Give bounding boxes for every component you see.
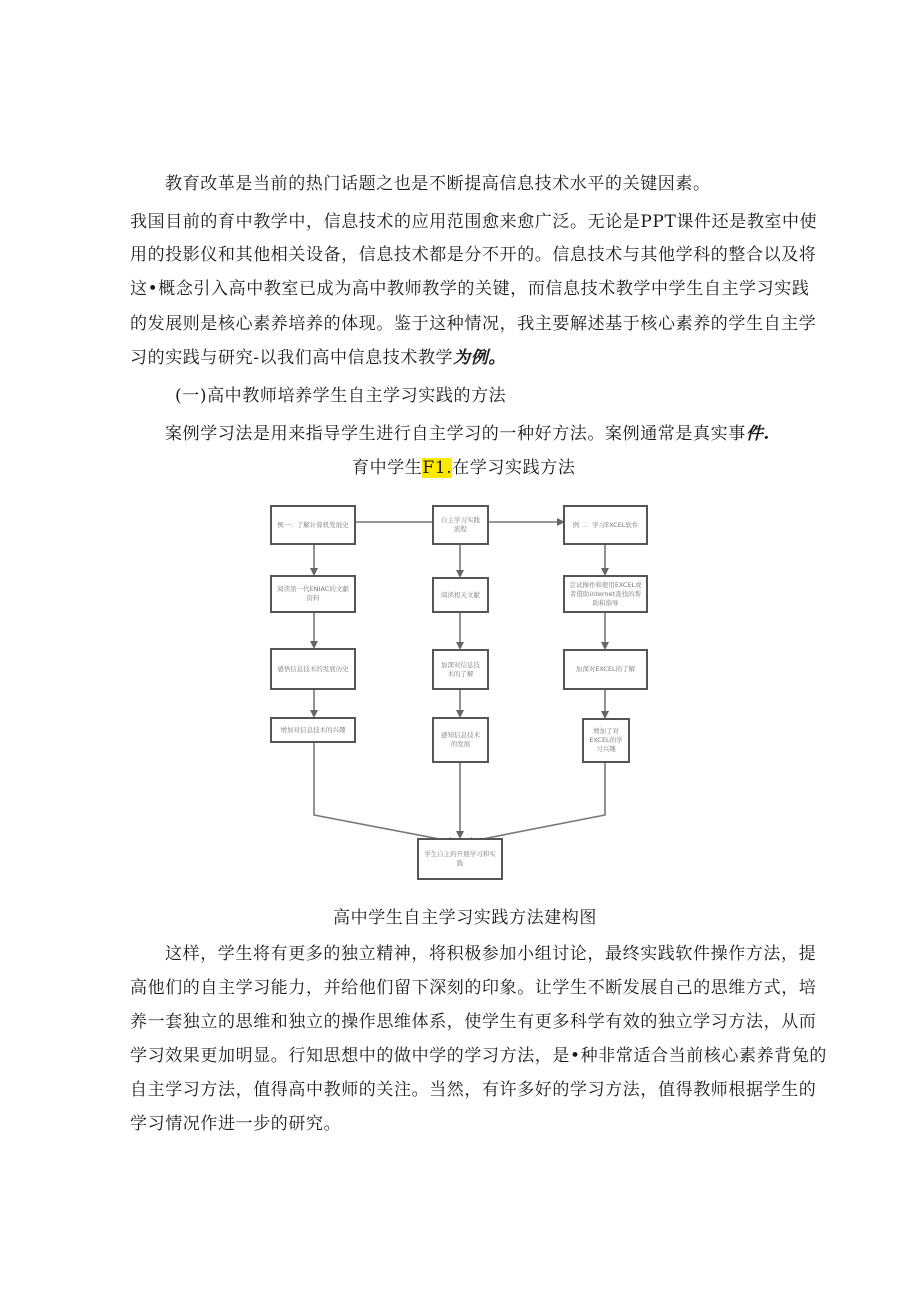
- flow-box-right: 增加了对EXCEL的学习兴趣: [582, 718, 630, 763]
- paragraph-italic-text: 件.: [745, 424, 770, 444]
- paragraph-italic-text: 为例。: [453, 348, 506, 368]
- paragraph-line: 学习效果更加明显。行知思想中的做中学的学习方法，是•种非常适合当前核心素养背兔的: [130, 1046, 828, 1066]
- section-heading: (一)高中教师培养学生自主学习实践的方法: [175, 386, 507, 406]
- flow-box-left: 例一：了解计算机发展史: [270, 505, 356, 545]
- flow-box-right: 例二：学习EXCEL软件: [563, 505, 648, 545]
- flow-box-right: 加深对EXCEL的了解: [563, 649, 648, 690]
- figure-title-highlight: F1.: [422, 458, 453, 478]
- flow-box-middle: 加深对信息技术的了解: [432, 649, 489, 690]
- paragraph-line: 自主学习方法，值得高中教师的关注。当然，有许多好的学习方法，值得教师根据学生的: [130, 1080, 817, 1100]
- paragraph-intro-line: 教育改革是当前的热门话题之也是不断提高信息技术水平的关键因素。: [165, 174, 711, 194]
- paragraph-line: 学习情况作进一步的研究。: [130, 1114, 342, 1134]
- paragraph-line: 这样，学生将有更多的独立精神，将积极参加小组讨论，最终实践软件操作方法，提: [165, 944, 817, 964]
- flow-box-left: 增加对信息技术的兴趣: [270, 717, 356, 743]
- flow-box-left: 感悟信息技术的发展历史: [270, 648, 356, 690]
- flow-box-bottom: 学生自主的开展学习和实践: [417, 838, 503, 880]
- flow-box-middle: 感知信息技术的发展: [432, 717, 489, 763]
- paragraph-text: 习的实践与研究-以我们高中信息技术教学: [130, 348, 454, 368]
- flow-box-top: 自主学习实践流程: [432, 505, 489, 545]
- flow-box-right: 尝试操作和使用EXCEL或者借助internet查找的帮助和指导: [563, 575, 648, 613]
- flow-box-middle: 阅读相关文献: [432, 577, 489, 613]
- figure-title-text: 在学习实践方法: [452, 458, 576, 478]
- paragraph-line: 养一套独立的思维和独立的操作思维体系，使学生有更多科学有效的独立学习方法，从而: [130, 1012, 817, 1032]
- paragraph-line: 高他们的自主学习能力，并给他们留下深刻的印象。让学生不断发展自己的思维方式，培: [130, 978, 817, 998]
- connector-arrow: [467, 763, 605, 842]
- paragraph-line: 用的投影仪和其他相关设备，信息技术都是分不开的。信息技术与其他学科的整合以及将: [130, 245, 817, 265]
- flow-box-left: 阅读第一代ENIAC的文献资料: [270, 575, 356, 613]
- paragraph-line: 我国目前的育中教学中，信息技术的应用范围愈来愈广泛。无论是PPT课件还是教室中使: [130, 212, 818, 232]
- paragraph-line: 这•概念引入高中教室已成为高中教师教学的关键，而信息技术教学中学生自主学习实践: [130, 279, 810, 299]
- figure-caption: 高中学生自主学习实践方法建构图: [333, 908, 597, 928]
- paragraph-line: 的发展则是核心素养培养的体现。鉴于这种情况，我主要解述基于核心素养的学生自主学: [130, 314, 817, 334]
- paragraph-text: 案例学习法是用来指导学生进行自主学习的一种好方法。案例通常是真实事: [165, 424, 746, 444]
- figure-title-text: 育中学生: [352, 458, 423, 478]
